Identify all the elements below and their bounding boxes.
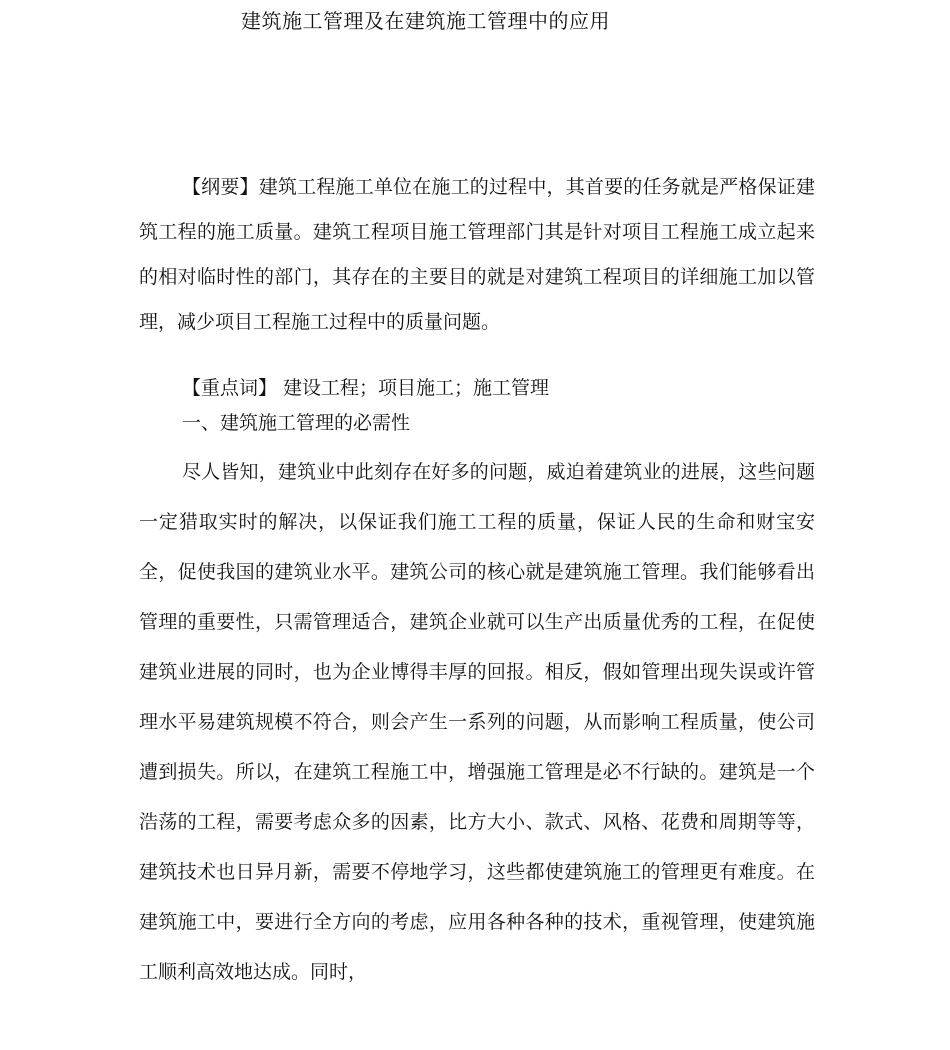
keywords-label: 【重点词】 bbox=[182, 377, 278, 399]
abstract-text: 建筑工程施工单位在施工的过程中，其首要的任务就是严格保证建筑工程的施工质量。建筑工程项目施工管理部门其是针对项目工程施工成立起来的相对临时性的部门，其存在的主要目的就是对建筑工程项目的详细施工加以管理，减少项目工程施工过程中的质量问题。 bbox=[139, 176, 815, 333]
body-paragraph: 尽人皆知，建筑业中此刻存在好多的问题，威迫着建筑业的进展，这些问题一定猎取实时的解决，以保证我们施工工程的质量，保证人民的生命和财宝安全，促使我国的建筑业水平。建筑公司的核心就是建筑施工管理。我们能够看出管理的重要性，只需管理适合，建筑企业就可以生产出质量优秀的工程，在促使建筑业进展的同时，也为企业博得丰厚的回报。相反，假如管理出现失误或许管理水平易建筑规模不符合，则会产生一系列的问题，从而影响工程质量，使公司遭到损失。所以，在建筑工程施工中，增强施工管理是必不行缺的。建筑是一个浩荡的工程，需要考虑众多的因素，比方大小、款式、风格、花费和周期等等，建筑技术也日异月新，需要不停地学习，这些都使建筑施工的管理更有难度。在建筑施工中，要进行全方向的考虑，应用各种各种的技术，重视管理，使建筑施工顺利高效地达成。同时， bbox=[139, 461, 815, 983]
document-title: 建筑施工管理及在建筑施工管理中的应用 bbox=[241, 9, 610, 33]
abstract-label: 【纲要】 bbox=[182, 176, 259, 198]
abstract-paragraph bbox=[139, 165, 815, 345]
keywords-line bbox=[182, 373, 549, 403]
section-heading: 一、建筑施工管理的必需性 bbox=[182, 412, 411, 434]
keywords-text: 建设工程；项目施工；施工管理 bbox=[277, 377, 550, 399]
